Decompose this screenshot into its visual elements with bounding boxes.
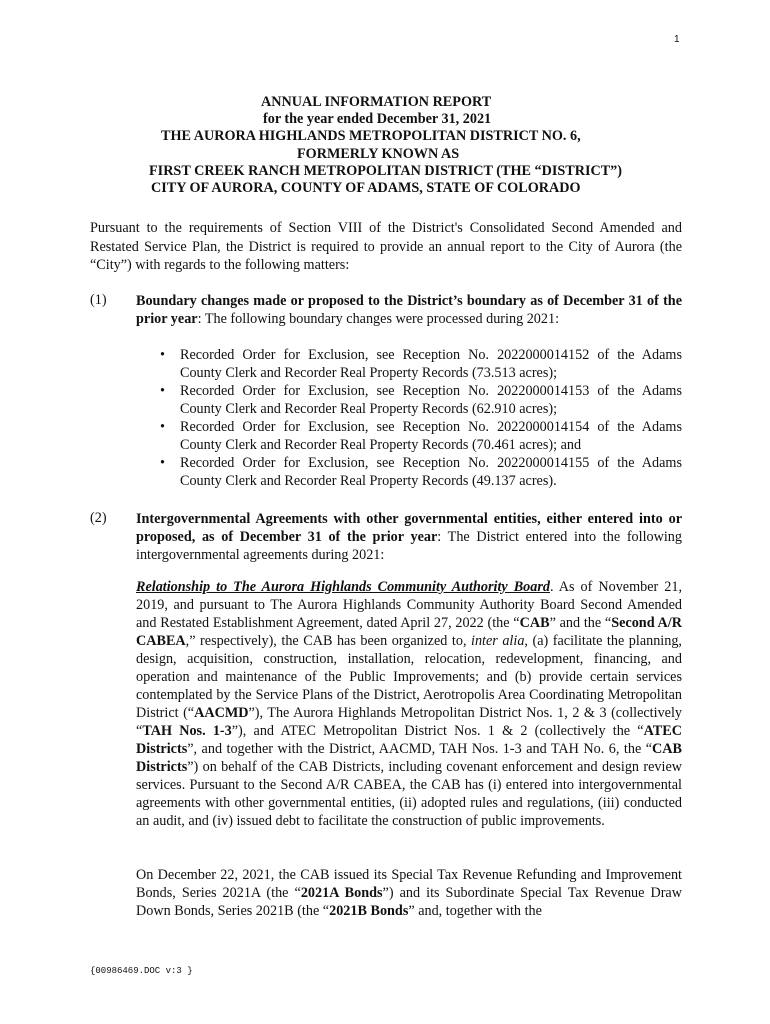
section-heading: Boundary changes made or proposed to the District’s boundary as of December 31 of the prior year (136, 293, 682, 327)
paragraph-text: , (a) facilitate the planning, design, acquisition, construction, installation, relocation, redevelopment, financing, and operation and maintenance of the Public Improvements; and (b) provide certain services contemplated by the Service Plans of the District, Aerotropolis Area Coordinating Metropolitan District (“ (136, 633, 682, 721)
title-line (0, 94, 770, 111)
page-number: 1 (674, 34, 680, 45)
title-text: CITY OF AURORA, COUNTY OF ADAMS, STATE OF COLORADO (151, 179, 581, 196)
list-item (160, 382, 682, 418)
document-footer: {00986469.DOC v:3 } (90, 966, 193, 976)
section-1 (90, 292, 682, 328)
list-item-text: Recorded Order for Exclusion, see Reception No. 2022000014155 of the Adams County Clerk and Recorder Real Property Records (49.137 acres). (180, 455, 682, 489)
list-item-text: Recorded Order for Exclusion, see Reception No. 2022000014153 of the Adams County Clerk and Recorder Real Property Records (62.910 acres); (180, 383, 682, 417)
title-text: for the year ended December 31, 2021 (263, 111, 492, 128)
intro-paragraph: Pursuant to the requirements of Section VIII of the District's Consolidated Second Amended and Restated Service Plan, the District is required to provide an annual report to the City of Aurora (the “City”) with regards to the following matters: (90, 220, 682, 273)
section-number: (1) (90, 292, 107, 308)
paragraph-text: On December 22, 2021, the CAB issued its Special Tax Revenue Refunding and Improvement Bonds, Series 2021A (the “ (136, 867, 682, 901)
title-line (0, 146, 770, 163)
bullet-icon: • (160, 383, 165, 399)
title-line (0, 180, 770, 197)
section-text: : The District entered into the following intergovernmental agreements during 2021: (136, 529, 682, 563)
defined-term: 2021A Bonds (300, 885, 383, 901)
list-item (160, 418, 682, 454)
section-heading: Intergovernmental Agreements with other governmental entities, either entered into or proposed, as of December 31 of the prior year (136, 511, 682, 545)
section-text: : The following boundary changes were processed during 2021: (197, 311, 560, 327)
paragraph-text: ”), The Aurora Highlands Metropolitan District Nos. 1, 2 & 3 (collectively “ (136, 705, 682, 739)
title-text: ANNUAL INFORMATION REPORT (261, 94, 492, 110)
paragraph-text: ,” respectively), the CAB has been organized to, (185, 633, 472, 649)
defined-term: ATEC Districts (136, 723, 682, 757)
paragraph-text: ” and, together with the (408, 903, 542, 919)
paragraph-text: ”), and ATEC Metropolitan District Nos. 1 & 2 (collectively the “ (231, 723, 644, 739)
boundary-changes-list (160, 346, 682, 490)
defined-term: Second A/R CABEA (136, 615, 682, 649)
section-body (136, 510, 682, 564)
paragraph-heading: Relationship to The Aurora Highlands Community Authority Board (136, 579, 550, 595)
list-item-text: Recorded Order for Exclusion, see Reception No. 2022000014152 of the Adams County Clerk and Recorder Real Property Records (73.513 acres); (180, 347, 682, 381)
bullet-icon: • (160, 419, 165, 435)
defined-term: 2021B Bonds (329, 903, 409, 919)
paragraph-text: . As of November 21, 2019, and pursuant to The Aurora Highlands Community Authority Board Second Amended and Restated Establishment Agreement, dated April 27, 2022 (the “ (136, 579, 682, 631)
list-item (160, 454, 682, 490)
title-line (0, 163, 770, 180)
defined-term: CAB Districts (136, 741, 682, 775)
defined-term: CAB (519, 615, 550, 631)
title-text: FORMERLY KNOWN AS (297, 145, 460, 162)
title-line (0, 128, 770, 145)
title-text: FIRST CREEK RANCH METROPOLITAN DISTRICT (THE “DISTRICT”) (149, 162, 623, 179)
section-2 (90, 510, 682, 564)
italic-term: inter alia (471, 633, 525, 649)
paragraph-text: ”) on behalf of the CAB Districts, including covenant enforcement and design review services. Pursuant to the Second A/R CABEA, the CAB has (i) entered into intergovernmental agreements with other governmental entities, (ii) adopted rules and regulations, (iii) conducted an audit, and (iv) issued debt to facilitate the construction of public improvements. (136, 759, 682, 829)
section-number: (2) (90, 510, 107, 526)
list-item (160, 346, 682, 382)
bullet-icon: • (160, 347, 165, 363)
defined-term: TAH Nos. 1-3 (142, 723, 232, 739)
paragraph-text: ” and the “ (549, 615, 612, 631)
defined-term: AACMD (194, 705, 249, 721)
report-title (0, 94, 770, 197)
list-item-text: Recorded Order for Exclusion, see Reception No. 2022000014154 of the Adams County Clerk and Recorder Real Property Records (70.461 acres); and (180, 419, 682, 453)
cab-relationship-paragraph (136, 578, 682, 830)
bonds-paragraph (136, 866, 682, 920)
section-body (136, 292, 682, 328)
paragraph-text: ”, and together with the District, AACMD, TAH Nos. 1-3 and TAH No. 6, the “ (187, 741, 653, 757)
bullet-icon: • (160, 455, 165, 471)
title-text: THE AURORA HIGHLANDS METROPOLITAN DISTRICT NO. 6, (161, 128, 581, 145)
paragraph-text: ”) and its Subordinate Special Tax Revenue Draw Down Bonds, Series 2021B (the “ (136, 885, 682, 919)
title-line (0, 111, 770, 128)
